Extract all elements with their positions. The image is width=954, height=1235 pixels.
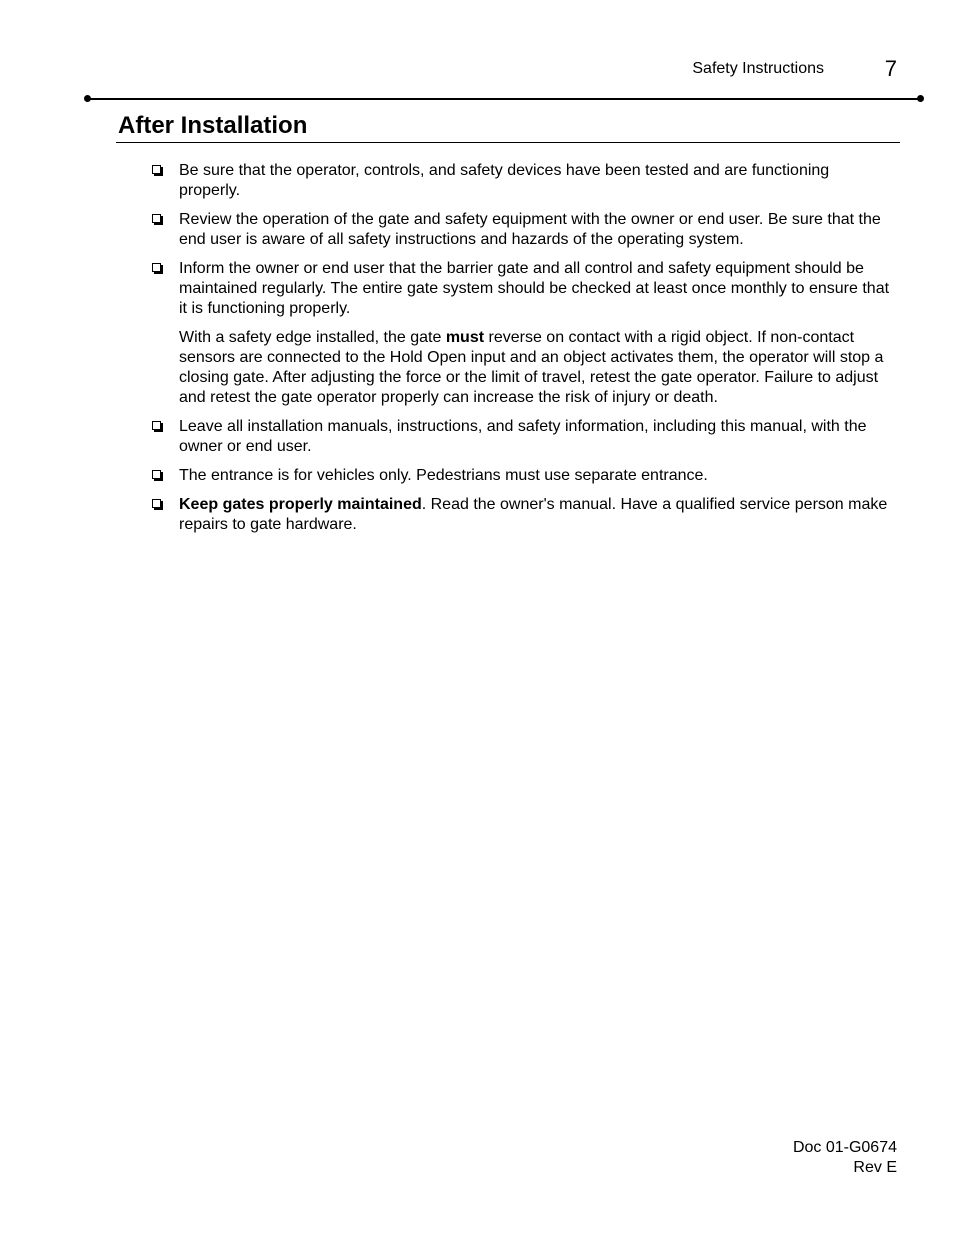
list-item-text: Inform the owner or end user that the barrier gate and all control and safety equipment should be maintained regularly. The entire gate system should be checked at least once monthly to ensure that it is functioning properly.	[179, 260, 890, 317]
safety-edge-note	[152, 328, 892, 408]
page-number: 7	[884, 56, 897, 81]
note-text-before: With a safety edge installed, the gate	[179, 329, 446, 346]
header-section-title: Safety Instructions	[692, 60, 824, 77]
list-item-text: . Read the owner's manual. Have a qualified service person make repairs to gate hardware.	[179, 496, 888, 533]
list-item	[152, 161, 892, 201]
list-item-text: Review the operation of the gate and safety equipment with the owner or end user. Be sure that the end user is aware of all safety instructions and hazards of the operating system.	[179, 211, 881, 248]
checkbox-bullet-icon	[152, 499, 161, 508]
title-underline	[116, 142, 900, 143]
checkbox-bullet-icon	[152, 470, 161, 479]
list-item-text: Be sure that the operator, controls, and safety devices have been tested and are functioning properly.	[179, 162, 830, 199]
header-divider	[86, 98, 922, 100]
revision: Rev E	[853, 1159, 897, 1176]
checkbox-bullet-icon	[152, 165, 161, 174]
list-item	[152, 417, 892, 457]
list-item-text: Leave all installation manuals, instructions, and safety information, including this manual, with the owner or end user.	[179, 418, 867, 455]
list-item-bold-text: Keep gates properly maintained	[179, 496, 422, 513]
checkbox-bullet-icon	[152, 421, 161, 430]
instruction-list	[152, 161, 892, 544]
note-emphasis: must	[445, 329, 485, 346]
list-item	[152, 210, 892, 250]
note-text-after: reverse on contact with a rigid object. If non-contact sensors are connected to the Hold Open input and an object activates them, the operator will stop a closing gate. After adjusting the force or the limit of travel, retest the gate operator. Failure to adjust and retest the gate operator properly can increase the risk of injury or death.	[179, 329, 884, 406]
rule-right-dot	[917, 95, 924, 102]
checkbox-bullet-icon	[152, 214, 161, 223]
checkbox-bullet-icon	[152, 263, 161, 272]
list-item	[152, 466, 892, 486]
doc-number: Doc 01-G0674	[792, 1139, 897, 1156]
list-item	[152, 495, 892, 535]
page-title: After Installation	[118, 112, 308, 139]
document-footer	[793, 1138, 897, 1178]
list-item	[152, 259, 892, 319]
list-item-text: The entrance is for vehicles only. Pedestrians must use separate entrance.	[179, 467, 708, 484]
